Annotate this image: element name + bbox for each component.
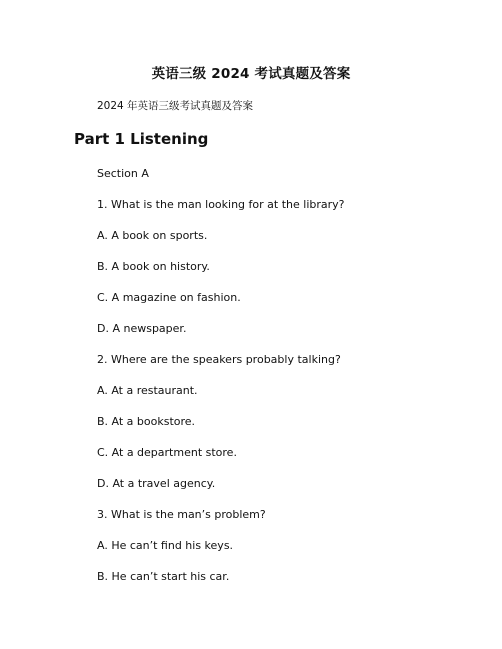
question-1-option-d: D. A newspaper. [97,322,187,335]
question-3: 3. What is the man’s problem? [97,508,266,521]
question-3-option-b: B. He can’t start his car. [97,570,230,583]
question-1: 1. What is the man looking for at the library? [97,198,345,211]
question-2-option-b: B. At a bookstore. [97,415,196,428]
question-1-option-a: A. A book on sports. [97,229,208,242]
document-title: 英语三级 2024 考试真题及答案 [151,66,351,82]
question-2-option-d: D. At a travel agency. [97,477,216,490]
document-subtitle: 2024 年英语三级考试真题及答案 [97,100,254,112]
question-3-option-a: A. He can’t find his keys. [97,539,234,552]
question-1-option-b: B. A book on history. [97,260,210,273]
question-2-option-a: A. At a restaurant. [97,384,198,397]
question-1-option-c: C. A magazine on fashion. [97,291,241,304]
section-label: Section A [97,167,149,180]
question-2-option-c: C. At a department store. [97,446,237,459]
part-heading: Part 1 Listening [74,130,209,148]
question-2: 2. Where are the speakers probably talking? [97,353,341,366]
